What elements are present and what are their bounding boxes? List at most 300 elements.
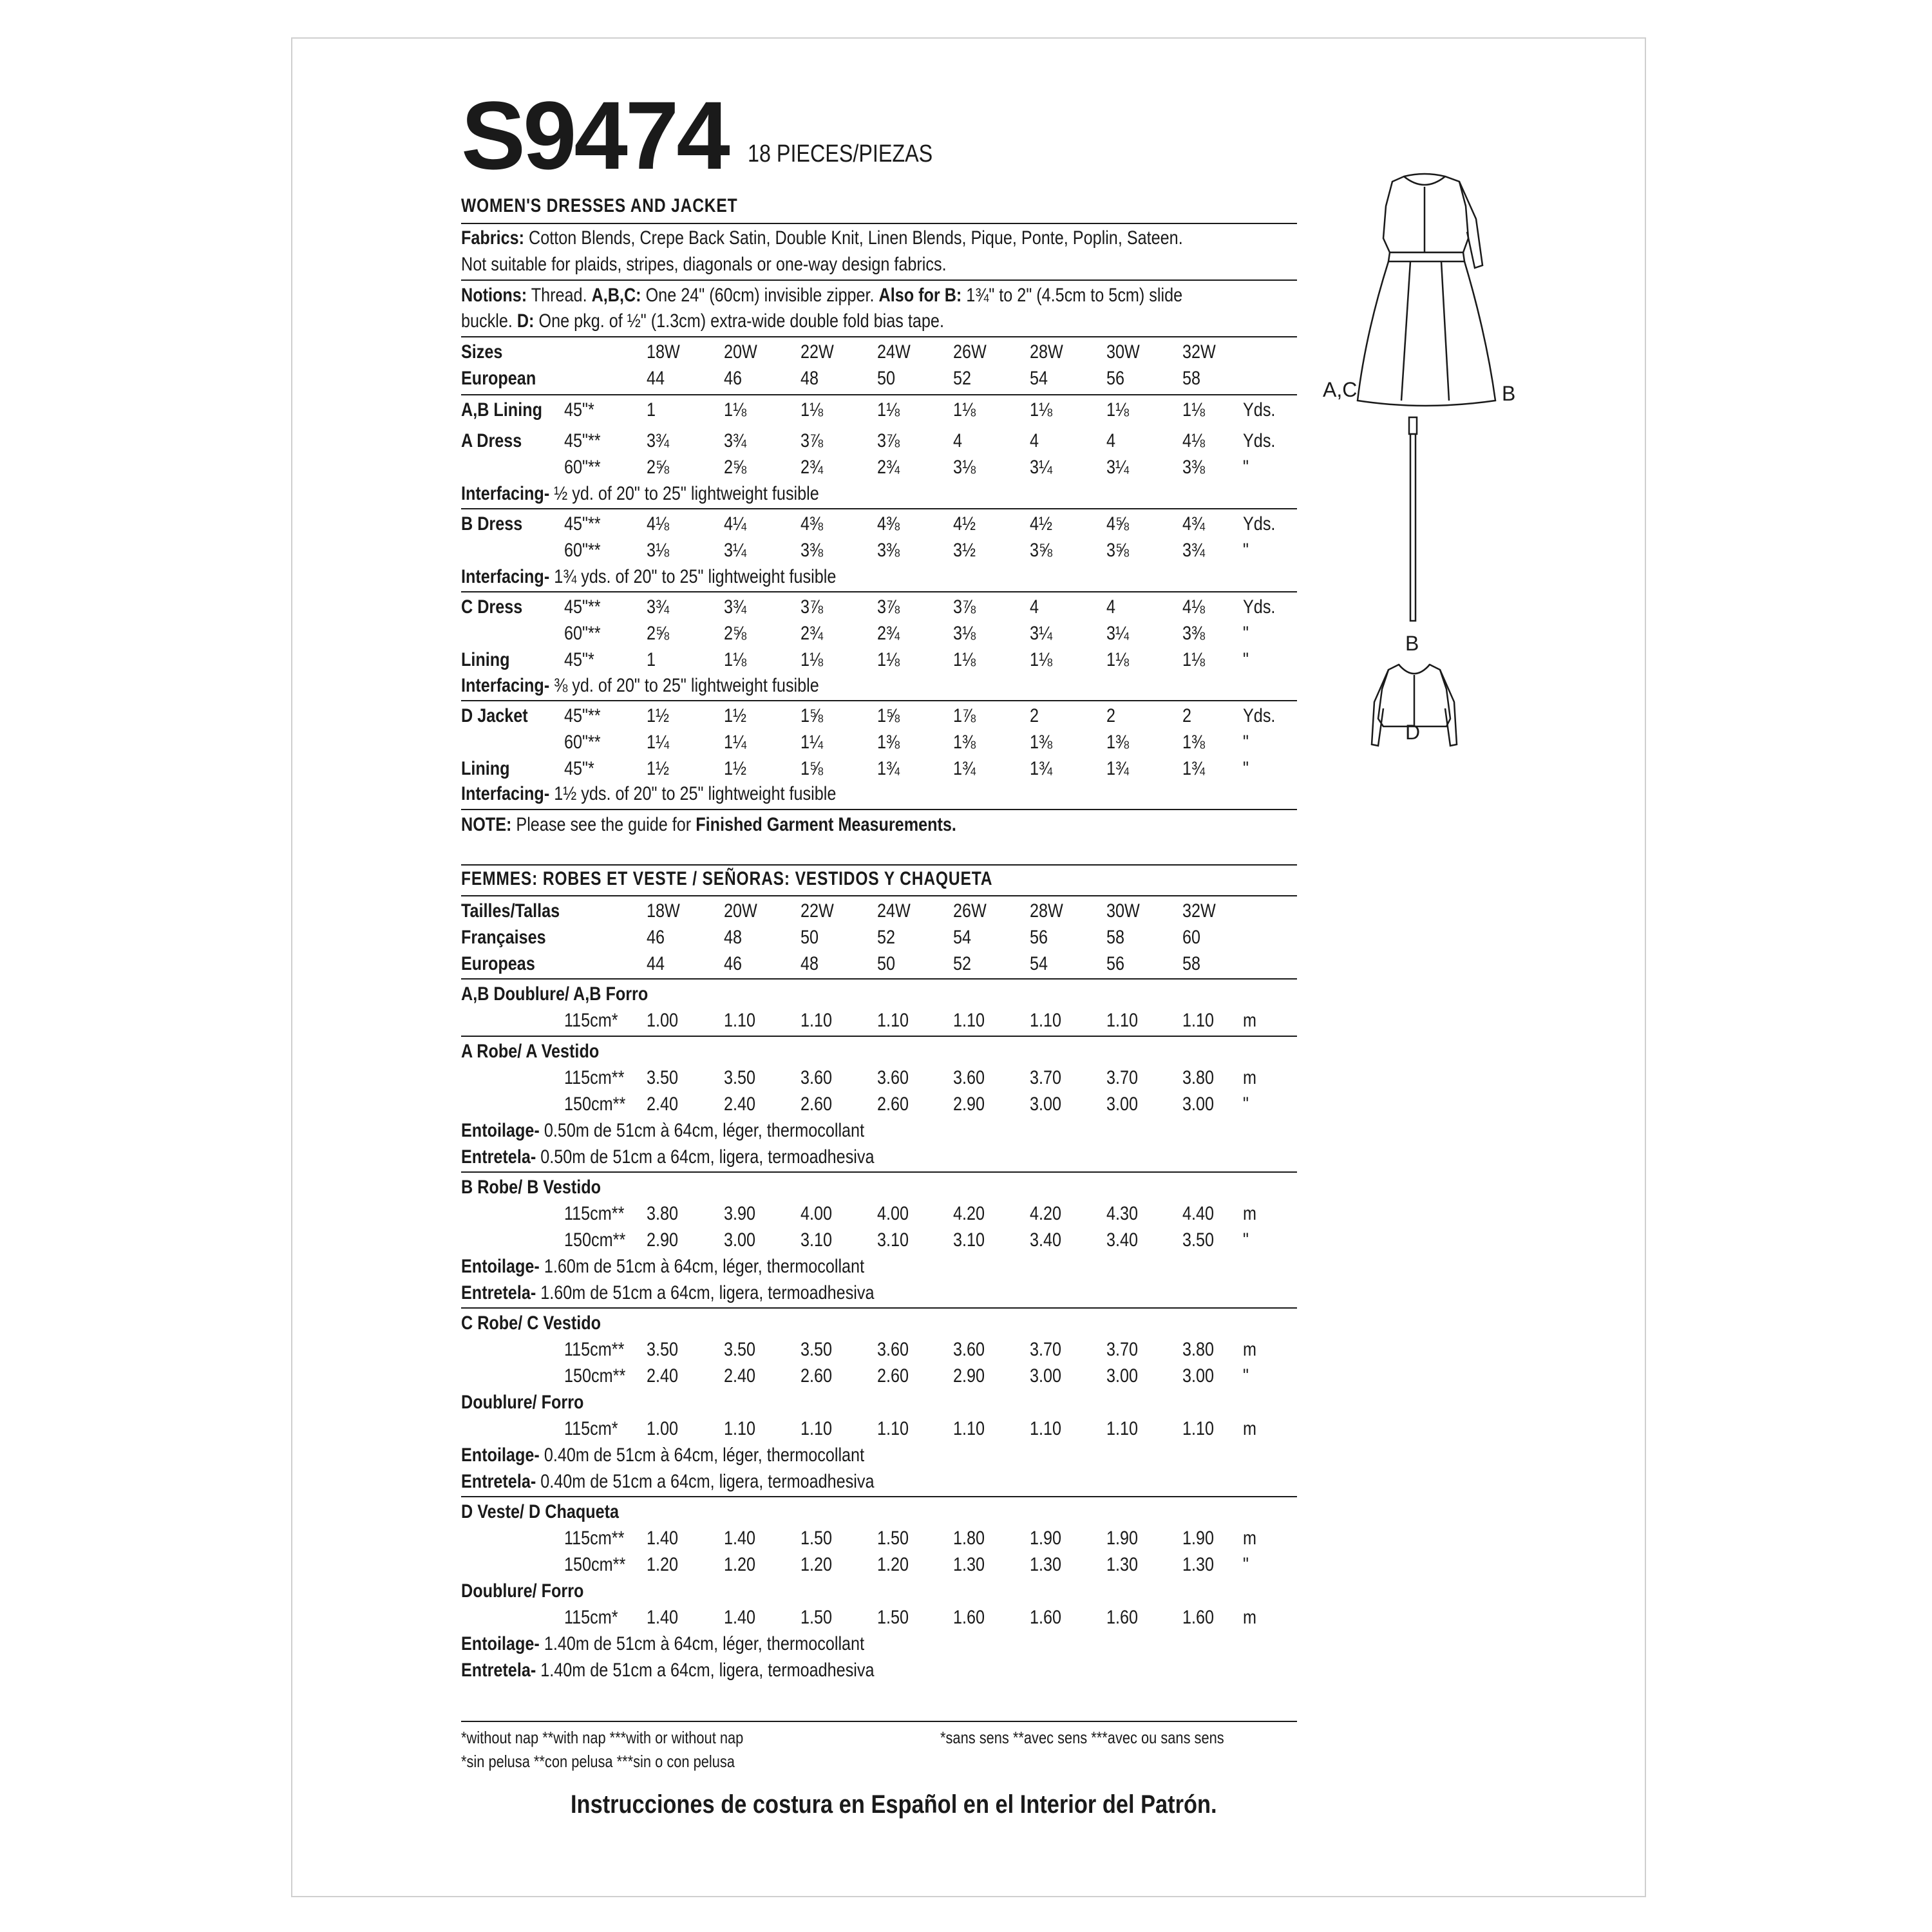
size-cell: 32W xyxy=(1182,900,1216,922)
interfacing-line: Entretela- 0.40m de 51cm a 64cm, ligera, termoadhesiva xyxy=(461,1471,875,1492)
yardage-cell: 4 xyxy=(1106,596,1116,618)
metric-cell: 1.10 xyxy=(724,1010,756,1031)
yardage-cell: 1¼ xyxy=(800,732,824,753)
unit-cell: m xyxy=(1243,1528,1256,1549)
yardage-cell: 1¾ xyxy=(1106,758,1130,779)
size-cell: 20W xyxy=(724,341,757,363)
spanish-instructions-note: Instrucciones de costura en Español en el Interior del Patrón. xyxy=(571,1790,1217,1819)
french-size-cell: 46 xyxy=(647,927,665,948)
metric-cell: 2.90 xyxy=(647,1229,679,1251)
yardage-cell: 1⅛ xyxy=(1030,649,1053,670)
metric-cell: 1.30 xyxy=(1182,1554,1215,1575)
metric-cell: 1.10 xyxy=(953,1010,985,1031)
metric-cell: 3.50 xyxy=(1182,1229,1215,1251)
yardage-cell: 1⅞ xyxy=(953,705,976,726)
metric-cell: 1.20 xyxy=(877,1554,909,1575)
metric-cell: 3.60 xyxy=(953,1067,985,1088)
metric-cell: 3.60 xyxy=(800,1067,833,1088)
row-label: Lining xyxy=(461,649,510,670)
unit-cell: Yds. xyxy=(1243,513,1276,535)
french-size-cell: 56 xyxy=(1030,927,1048,948)
european-size-cell: 54 xyxy=(1030,368,1048,389)
francaises-label: Françaises xyxy=(461,927,546,948)
yardage-cell: 3¾ xyxy=(724,596,747,618)
french-size-cell: 58 xyxy=(1106,927,1125,948)
unit-cell: m xyxy=(1243,1203,1256,1224)
metric-cell: 3.10 xyxy=(800,1229,833,1251)
metric-cell: 3.50 xyxy=(800,1339,833,1360)
sizes-label: Sizes xyxy=(461,341,503,363)
fabric-width: 150cm** xyxy=(564,1554,626,1575)
yardage-cell: 1⅛ xyxy=(1106,649,1130,670)
yardage-cell: 1⅜ xyxy=(953,732,976,753)
metric-cell: 3.80 xyxy=(647,1203,679,1224)
metric-cell: 1.40 xyxy=(647,1528,679,1549)
metric-cell: 1.20 xyxy=(724,1554,756,1575)
yardage-cell: 1⅛ xyxy=(953,399,976,421)
metric-cell: 1.10 xyxy=(724,1418,756,1439)
fabric-width: 60"** xyxy=(564,540,601,561)
metric-cell: 3.50 xyxy=(724,1067,756,1088)
unit-cell: m xyxy=(1243,1418,1256,1439)
size-cell: 24W xyxy=(877,341,911,363)
metric-cell: 2.40 xyxy=(724,1365,756,1387)
metric-cell: 1.50 xyxy=(800,1528,833,1549)
yardage-cell: 1 xyxy=(647,399,656,421)
yardage-cell: 4 xyxy=(1030,430,1039,451)
french-size-cell: 60 xyxy=(1182,927,1201,948)
metric-cell: 3.00 xyxy=(724,1229,756,1251)
metric-cell: 2.40 xyxy=(724,1094,756,1115)
metric-cell: 3.60 xyxy=(877,1067,909,1088)
metric-cell: 2.60 xyxy=(800,1365,833,1387)
metric-cell: 3.70 xyxy=(1030,1339,1062,1360)
unit-cell: " xyxy=(1243,540,1249,561)
jacket-label: D xyxy=(1405,721,1421,744)
yardage-cell: 4⅛ xyxy=(1182,596,1206,618)
unit-cell: m xyxy=(1243,1339,1256,1360)
unit-cell: m xyxy=(1243,1067,1256,1088)
metric-cell: 1.10 xyxy=(1182,1418,1215,1439)
yardage-cell: 2¾ xyxy=(877,623,900,644)
yardage-cell: 3⅞ xyxy=(953,596,976,618)
yardage-cell: 4⅜ xyxy=(800,513,824,535)
unit-cell: " xyxy=(1243,649,1249,670)
yardage-cell: 3⅜ xyxy=(800,540,824,561)
fabric-width: 45"** xyxy=(564,596,601,618)
metric-cell: 3.60 xyxy=(877,1339,909,1360)
fabric-width: 45"* xyxy=(564,758,594,779)
metric-cell: 1.90 xyxy=(1030,1528,1062,1549)
fabric-width: 45"** xyxy=(564,705,601,726)
divider xyxy=(461,1496,1297,1497)
metric-cell: 4.40 xyxy=(1182,1203,1215,1224)
footnote-es: *sin pelusa **con pelusa ***sin o con pelusa xyxy=(461,1752,735,1771)
unit-cell: " xyxy=(1243,732,1249,753)
interfacing-d: Interfacing- 1½ yds. of 20" to 25" lightweight fusible xyxy=(461,783,837,804)
yardage-cell: 3¼ xyxy=(1030,457,1053,478)
metric-cell: 1.60 xyxy=(1030,1607,1062,1628)
metric-cell: 3.50 xyxy=(724,1339,756,1360)
unit-cell: " xyxy=(1243,1229,1249,1251)
unit-cell: " xyxy=(1243,1365,1249,1387)
interfacing-line: Entoilage- 1.40m de 51cm à 64cm, léger, thermocollant xyxy=(461,1633,865,1654)
yardage-cell: 1⅜ xyxy=(1182,732,1206,753)
unit-cell: Yds. xyxy=(1243,399,1276,421)
belt-illustration xyxy=(1409,417,1417,621)
metric-cell: 3.00 xyxy=(1030,1365,1062,1387)
yardage-cell: 3¼ xyxy=(1106,623,1130,644)
fabric-width: 150cm** xyxy=(564,1094,626,1115)
yardage-cell: 2⅝ xyxy=(724,623,747,644)
unit-cell: Yds. xyxy=(1243,705,1276,726)
yardage-cell: 1⅝ xyxy=(800,705,824,726)
metric-cell: 1.20 xyxy=(647,1554,679,1575)
yardage-cell: 3⅜ xyxy=(877,540,900,561)
yardage-cell: 1⅝ xyxy=(877,705,900,726)
notions-line-2: buckle. D: One pkg. of ½" (1.3cm) extra-wide double fold bias tape. xyxy=(461,310,944,332)
yardage-cell: 4½ xyxy=(953,513,976,535)
divider xyxy=(461,591,1297,592)
fabric-width: 115cm* xyxy=(564,1607,618,1628)
divider xyxy=(461,1171,1297,1173)
european-size-cell: 56 xyxy=(1106,368,1125,389)
row-label: D Veste/ D Chaqueta xyxy=(461,1501,620,1522)
metric-cell: 2.40 xyxy=(647,1365,679,1387)
european-size-cell: 58 xyxy=(1182,368,1201,389)
fabric-width: 150cm** xyxy=(564,1229,626,1251)
row-label: A Robe/ A Vestido xyxy=(461,1041,600,1062)
french-size-cell: 48 xyxy=(724,927,743,948)
unit-cell: m xyxy=(1243,1607,1256,1628)
european-size-cell: 56 xyxy=(1106,953,1125,974)
metric-cell: 4.00 xyxy=(877,1203,909,1224)
footnote-en: *without nap **with nap ***with or without nap xyxy=(461,1728,744,1747)
dress-label-ac: A,C xyxy=(1323,378,1358,401)
yardage-cell: 3⅛ xyxy=(953,457,976,478)
metric-cell: 3.80 xyxy=(1182,1339,1215,1360)
metric-cell: 1.80 xyxy=(953,1528,985,1549)
size-cell: 28W xyxy=(1030,341,1063,363)
european-size-cell: 58 xyxy=(1182,953,1201,974)
divider xyxy=(461,864,1297,866)
metric-cell: 3.50 xyxy=(647,1339,679,1360)
yardage-cell: 1¾ xyxy=(1030,758,1053,779)
metric-cell: 3.50 xyxy=(647,1067,679,1088)
metric-cell: 4.20 xyxy=(1030,1203,1062,1224)
yardage-cell: 1½ xyxy=(647,758,670,779)
unit-cell: " xyxy=(1243,623,1249,644)
metric-cell: 3.00 xyxy=(1106,1365,1139,1387)
european-size-cell: 48 xyxy=(800,368,819,389)
size-cell: 22W xyxy=(800,900,834,922)
unit-cell: " xyxy=(1243,457,1249,478)
unit-cell: Yds. xyxy=(1243,596,1276,618)
yardage-cell: 4⅛ xyxy=(647,513,670,535)
divider xyxy=(461,223,1297,224)
size-cell: 24W xyxy=(877,900,911,922)
french-size-cell: 54 xyxy=(953,927,972,948)
size-cell: 30W xyxy=(1106,341,1140,363)
european-size-cell: 50 xyxy=(877,368,896,389)
metric-cell: 1.00 xyxy=(647,1010,679,1031)
fabric-width: 115cm* xyxy=(564,1418,618,1439)
yardage-cell: 3¾ xyxy=(1182,540,1206,561)
size-cell: 28W xyxy=(1030,900,1063,922)
fabric-width: 115cm* xyxy=(564,1010,618,1031)
footnote-fr: *sans sens **avec sens ***avec ou sans sens xyxy=(940,1728,1224,1747)
row-label: C Dress xyxy=(461,596,523,618)
yardage-cell: 1⅛ xyxy=(877,649,900,670)
interfacing-line: Entretela- 1.40m de 51cm a 64cm, ligera, termoadhesiva xyxy=(461,1660,875,1681)
metric-cell: 2.90 xyxy=(953,1094,985,1115)
european-size-cell: 50 xyxy=(877,953,896,974)
fabric-width: 60"** xyxy=(564,623,601,644)
metric-cell: 1.40 xyxy=(647,1607,679,1628)
yardage-cell: 3⅜ xyxy=(1182,457,1206,478)
metric-cell: 1.50 xyxy=(877,1528,909,1549)
metric-cell: 1.00 xyxy=(647,1418,679,1439)
yardage-cell: 3⅞ xyxy=(800,430,824,451)
metric-cell: 1.50 xyxy=(877,1607,909,1628)
yardage-cell: 1⅛ xyxy=(1030,399,1053,421)
yardage-cell: 1⅛ xyxy=(877,399,900,421)
note: NOTE: Please see the guide for Finished Garment Measurements. xyxy=(461,814,956,835)
yardage-cell: 2⅝ xyxy=(724,457,747,478)
yardage-cell: 3⅞ xyxy=(800,596,824,618)
metric-cell: 3.70 xyxy=(1106,1067,1139,1088)
interfacing-line: Entretela- 0.50m de 51cm a 64cm, ligera, termoadhesiva xyxy=(461,1146,875,1168)
metric-cell: 1.10 xyxy=(800,1418,833,1439)
yardage-cell: 1⅛ xyxy=(1182,399,1206,421)
yardage-cell: 3½ xyxy=(953,540,976,561)
metric-cell: 2.60 xyxy=(800,1094,833,1115)
row-label: B Dress xyxy=(461,513,523,535)
yardage-cell: 3¼ xyxy=(724,540,747,561)
metric-cell: 3.00 xyxy=(1182,1094,1215,1115)
european-size-cell: 54 xyxy=(1030,953,1048,974)
yardage-cell: 4 xyxy=(1030,596,1039,618)
metric-cell: 1.10 xyxy=(877,1418,909,1439)
yardage-cell: 3⅜ xyxy=(1182,623,1206,644)
fabric-width: 45"** xyxy=(564,513,601,535)
european-size-cell: 52 xyxy=(953,368,972,389)
row-label: Doublure/ Forro xyxy=(461,1580,584,1602)
metric-cell: 3.00 xyxy=(1030,1094,1062,1115)
interfacing-line: Entoilage- 0.50m de 51cm à 64cm, léger, thermocollant xyxy=(461,1120,865,1141)
yardage-cell: 1¼ xyxy=(647,732,670,753)
metric-cell: 1.10 xyxy=(1030,1010,1062,1031)
divider xyxy=(461,1036,1297,1037)
metric-cell: 3.90 xyxy=(724,1203,756,1224)
row-label: A,B Lining xyxy=(461,399,542,421)
metric-cell: 1.90 xyxy=(1182,1528,1215,1549)
metric-cell: 1.30 xyxy=(1106,1554,1139,1575)
yardage-cell: 2 xyxy=(1182,705,1192,726)
english-title: WOMEN'S DRESSES AND JACKET xyxy=(461,195,738,216)
metric-cell: 1.20 xyxy=(800,1554,833,1575)
european-size-cell: 44 xyxy=(647,953,665,974)
european-size-cell: 46 xyxy=(724,953,743,974)
metric-cell: 1.10 xyxy=(877,1010,909,1031)
metric-cell: 4.30 xyxy=(1106,1203,1139,1224)
yardage-cell: 1½ xyxy=(724,705,747,726)
yardage-cell: 3¾ xyxy=(724,430,747,451)
size-cell: 22W xyxy=(800,341,834,363)
fabrics-line-2: Not suitable for plaids, stripes, diagonals or one-way design fabrics. xyxy=(461,254,947,275)
yardage-cell: 2¾ xyxy=(800,623,824,644)
row-label: Doublure/ Forro xyxy=(461,1392,584,1413)
yardage-cell: 2¾ xyxy=(800,457,824,478)
metric-cell: 1.10 xyxy=(953,1418,985,1439)
european-label: European xyxy=(461,368,536,389)
yardage-cell: 4½ xyxy=(1030,513,1053,535)
fabric-width: 60"** xyxy=(564,732,601,753)
interfacing-a: Interfacing- ½ yd. of 20" to 25" lightweight fusible xyxy=(461,483,819,504)
yardage-cell: 4¼ xyxy=(724,513,747,535)
metric-cell: 3.70 xyxy=(1030,1067,1062,1088)
yardage-cell: 3¼ xyxy=(1030,623,1053,644)
yardage-cell: 3⅝ xyxy=(1106,540,1130,561)
size-cell: 18W xyxy=(647,341,680,363)
yardage-cell: 3¾ xyxy=(647,596,670,618)
belt-label: B xyxy=(1405,632,1419,655)
size-cell: 20W xyxy=(724,900,757,922)
metric-cell: 3.40 xyxy=(1106,1229,1139,1251)
metric-cell: 1.30 xyxy=(953,1554,985,1575)
fabric-width: 45"* xyxy=(564,649,594,670)
divider xyxy=(461,336,1297,337)
metric-cell: 3.40 xyxy=(1030,1229,1062,1251)
yardage-cell: 3⅞ xyxy=(877,596,900,618)
divider xyxy=(461,1721,1297,1722)
fabric-width: 150cm** xyxy=(564,1365,626,1387)
yardage-cell: 1½ xyxy=(724,758,747,779)
yardage-cell: 1⅛ xyxy=(1106,399,1130,421)
yardage-cell: 3⅛ xyxy=(647,540,670,561)
yardage-cell: 1¾ xyxy=(953,758,976,779)
metric-cell: 1.10 xyxy=(800,1010,833,1031)
row-label: B Robe/ B Vestido xyxy=(461,1177,601,1198)
metric-cell: 3.10 xyxy=(877,1229,909,1251)
yardage-cell: 1½ xyxy=(647,705,670,726)
metric-cell: 3.00 xyxy=(1182,1365,1215,1387)
divider xyxy=(461,279,1297,281)
fabric-width: 45"** xyxy=(564,430,601,451)
metric-cell: 1.40 xyxy=(724,1607,756,1628)
unit-cell: " xyxy=(1243,1554,1249,1575)
fabric-width: 115cm** xyxy=(564,1203,625,1224)
french-size-cell: 52 xyxy=(877,927,896,948)
metric-cell: 1.60 xyxy=(1182,1607,1215,1628)
interfacing-line: Entoilage- 0.40m de 51cm à 64cm, léger, thermocollant xyxy=(461,1444,865,1466)
fabric-width: 115cm** xyxy=(564,1528,625,1549)
yardage-cell: 3¾ xyxy=(647,430,670,451)
metric-cell: 1.40 xyxy=(724,1528,756,1549)
yardage-cell: 2⅝ xyxy=(647,623,670,644)
notions-line-1: Notions: Thread. A,B,C: One 24" (60cm) invisible zipper. Also for B: 1¾" to 2" (4.5cm to 5cm) slide xyxy=(461,285,1183,306)
european-size-cell: 48 xyxy=(800,953,819,974)
yardage-cell: 1⅝ xyxy=(800,758,824,779)
metric-cell: 3.60 xyxy=(953,1339,985,1360)
row-label: D Jacket xyxy=(461,705,528,726)
metric-cell: 1.50 xyxy=(800,1607,833,1628)
unit-cell: m xyxy=(1243,1010,1256,1031)
piece-count: 18 PIECES/PIEZAS xyxy=(748,140,933,167)
french-title: FEMMES: ROBES ET VESTE / SEÑORAS: VESTIDOS Y CHAQUETA xyxy=(461,868,993,889)
metric-cell: 3.80 xyxy=(1182,1067,1215,1088)
yardage-cell: 2 xyxy=(1030,705,1039,726)
fabric-width: 115cm** xyxy=(564,1339,625,1360)
yardage-cell: 4¾ xyxy=(1182,513,1206,535)
metric-cell: 1.10 xyxy=(1030,1418,1062,1439)
yardage-cell: 3⅝ xyxy=(1030,540,1053,561)
divider xyxy=(461,809,1297,810)
yardage-cell: 1⅜ xyxy=(877,732,900,753)
interfacing-line: Entretela- 1.60m de 51cm a 64cm, ligera, termoadhesiva xyxy=(461,1282,875,1303)
size-cell: 26W xyxy=(953,900,987,922)
fabric-width: 115cm** xyxy=(564,1067,625,1088)
size-cell: 26W xyxy=(953,341,987,363)
yardage-cell: 1⅛ xyxy=(800,399,824,421)
interfacing-line: Entoilage- 1.60m de 51cm à 64cm, léger, thermocollant xyxy=(461,1256,865,1277)
pattern-number: S9474 xyxy=(461,81,728,189)
metric-cell: 1.60 xyxy=(1106,1607,1139,1628)
european-size-cell: 44 xyxy=(647,368,665,389)
interfacing-c: Interfacing- ⅜ yd. of 20" to 25" lightweight fusible xyxy=(461,675,819,696)
yardage-cell: 1¼ xyxy=(724,732,747,753)
yardage-cell: 1⅛ xyxy=(724,649,747,670)
yardage-cell: 1 xyxy=(647,649,656,670)
interfacing-b: Interfacing- 1¾ yds. of 20" to 25" lightweight fusible xyxy=(461,566,837,587)
size-cell: 18W xyxy=(647,900,680,922)
yardage-cell: 2 xyxy=(1106,705,1116,726)
metric-cell: 1.30 xyxy=(1030,1554,1062,1575)
row-label: C Robe/ C Vestido xyxy=(461,1312,601,1334)
size-cell: 30W xyxy=(1106,900,1140,922)
yardage-cell: 2¾ xyxy=(877,457,900,478)
metric-cell: 3.10 xyxy=(953,1229,985,1251)
yardage-cell: 1⅜ xyxy=(1106,732,1130,753)
french-size-cell: 50 xyxy=(800,927,819,948)
yardage-cell: 1¾ xyxy=(1182,758,1206,779)
metric-cell: 1.90 xyxy=(1106,1528,1139,1549)
yardage-cell: 1⅛ xyxy=(1182,649,1206,670)
row-label: A Dress xyxy=(461,430,522,451)
metric-cell: 1.10 xyxy=(1182,1010,1215,1031)
metric-cell: 2.40 xyxy=(647,1094,679,1115)
yardage-cell: 1⅛ xyxy=(800,649,824,670)
metric-cell: 1.60 xyxy=(953,1607,985,1628)
tailles-label: Tailles/Tallas xyxy=(461,900,560,922)
metric-cell: 2.60 xyxy=(877,1365,909,1387)
metric-cell: 3.70 xyxy=(1106,1339,1139,1360)
metric-cell: 1.10 xyxy=(1106,1418,1139,1439)
unit-cell: " xyxy=(1243,758,1249,779)
size-cell: 32W xyxy=(1182,341,1216,363)
row-label: A,B Doublure/ A,B Forro xyxy=(461,983,649,1005)
yardage-cell: 1⅜ xyxy=(1030,732,1053,753)
metric-cell: 4.20 xyxy=(953,1203,985,1224)
yardage-cell: 4⅝ xyxy=(1106,513,1130,535)
fabric-width: 45"* xyxy=(564,399,594,421)
european-size-cell: 52 xyxy=(953,953,972,974)
yardage-cell: 3⅞ xyxy=(877,430,900,451)
yardage-cell: 3¼ xyxy=(1106,457,1130,478)
yardage-cell: 3⅛ xyxy=(953,623,976,644)
divider xyxy=(461,700,1297,701)
yardage-cell: 4 xyxy=(953,430,963,451)
